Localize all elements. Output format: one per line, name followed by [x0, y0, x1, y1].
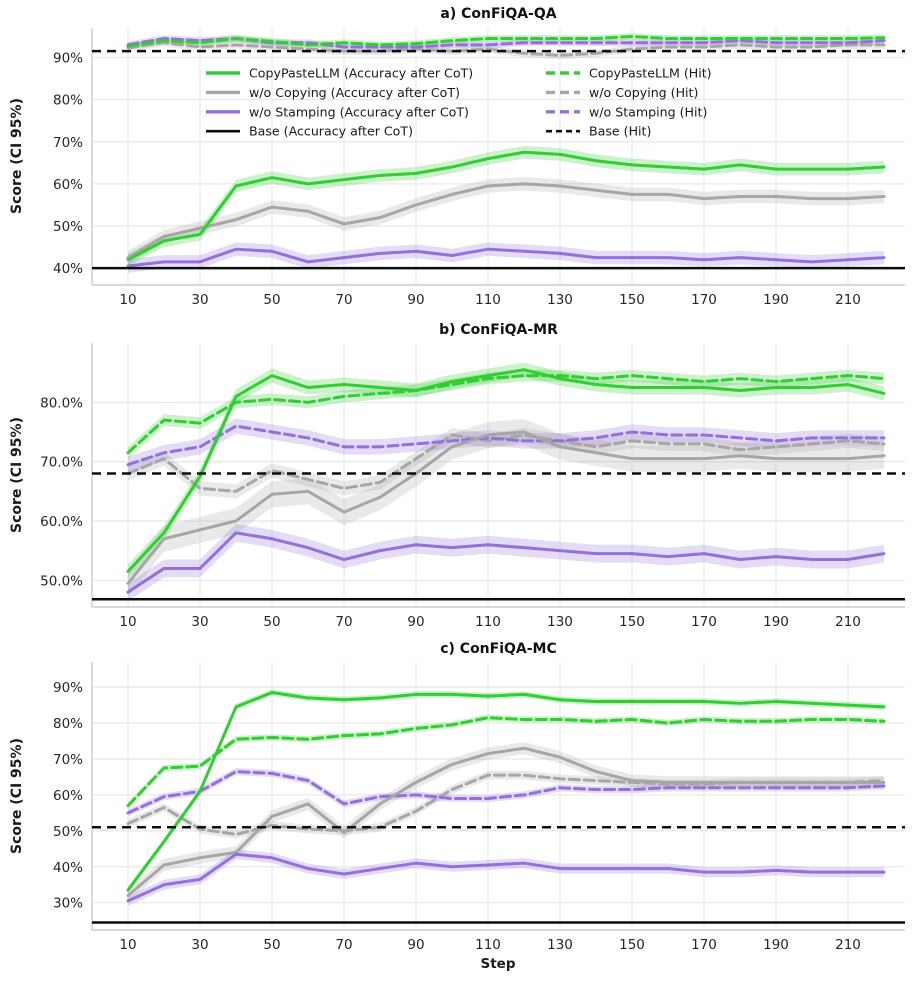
x-tick-label: 130	[547, 292, 573, 308]
ci-band-wo-stamping-acc	[128, 524, 884, 601]
legend-item	[206, 104, 469, 119]
subplot-confiqa-mc	[53, 641, 905, 953]
x-tick-label: 30	[191, 937, 209, 953]
y-tick-label: 50%	[52, 823, 83, 840]
x-tick-label: 150	[619, 292, 645, 308]
y-axis-label-mr: Score (CI 95%)	[9, 417, 25, 533]
ci-band-wo-stamping-acc	[128, 849, 884, 906]
x-axis-label: Step	[480, 956, 516, 972]
legend-item	[546, 124, 651, 139]
x-tick-label: 50	[263, 614, 281, 630]
x-tick-label: 130	[547, 937, 573, 953]
y-tick-label: 70%	[52, 751, 83, 768]
x-tick-label: 30	[191, 292, 209, 308]
y-tick-label: 60.0%	[40, 513, 83, 530]
y-tick-label: 60%	[52, 787, 83, 804]
y-tick-label: 80%	[52, 716, 83, 733]
y-tick-label: 80%	[52, 92, 83, 109]
subplot-confiqa-mr	[40, 322, 905, 630]
y-tick-label: 60%	[52, 176, 83, 193]
x-tick-label: 90	[407, 614, 425, 630]
x-tick-label: 70	[335, 937, 353, 953]
x-tick-label: 150	[619, 937, 645, 953]
x-tick-label: 210	[835, 614, 861, 630]
x-tick-label: 190	[763, 937, 789, 953]
x-tick-label: 210	[835, 937, 861, 953]
x-tick-label: 70	[335, 292, 353, 308]
x-tick-label: 190	[763, 614, 789, 630]
y-axis-label-qa: Score (CI 95%)	[9, 98, 25, 214]
legend-label: w/o Copying (Hit)	[589, 84, 699, 100]
y-axis-label-mc: Score (CI 95%)	[9, 738, 25, 854]
series-copypastellm-hit	[128, 718, 884, 806]
legend-label: w/o Copying (Accuracy after CoT)	[249, 84, 460, 100]
legend-label: CopyPasteLLM (Accuracy after CoT)	[249, 65, 474, 81]
subplot-title: b) ConFiQA-MR	[439, 322, 558, 338]
y-tick-label: 30%	[52, 895, 83, 912]
x-tick-label: 30	[191, 614, 209, 630]
y-tick-label: 70%	[52, 134, 83, 151]
legend	[206, 66, 712, 139]
x-tick-label: 150	[619, 614, 645, 630]
legend-item	[546, 104, 707, 119]
ci-band-wo-copying-acc	[128, 419, 884, 596]
x-tick-label: 110	[475, 937, 501, 953]
x-tick-label: 130	[547, 614, 573, 630]
y-tick-label: 80.0%	[40, 395, 83, 412]
x-tick-label: 90	[407, 292, 425, 308]
x-tick-label: 190	[763, 292, 789, 308]
x-tick-label: 10	[119, 614, 137, 630]
y-tick-label: 40%	[52, 261, 83, 278]
subplot-title: c) ConFiQA-MC	[440, 641, 557, 657]
legend-item	[206, 85, 460, 100]
legend-label: Base (Accuracy after CoT)	[249, 123, 413, 139]
subplot-confiqa-qa	[53, 6, 905, 308]
x-tick-label: 170	[691, 614, 717, 630]
x-tick-label: 110	[475, 292, 501, 308]
x-tick-label: 10	[119, 292, 137, 308]
x-tick-label: 10	[119, 937, 137, 953]
x-tick-label: 50	[263, 937, 281, 953]
x-tick-label: 70	[335, 614, 353, 630]
x-tick-label: 170	[691, 937, 717, 953]
y-tick-label: 40%	[52, 859, 83, 876]
legend-item	[546, 85, 698, 100]
x-tick-label: 90	[407, 937, 425, 953]
x-tick-label: 50	[263, 292, 281, 308]
y-tick-label: 50%	[52, 219, 83, 236]
y-tick-label: 90%	[52, 680, 83, 697]
y-tick-label: 90%	[52, 50, 83, 67]
legend-label: w/o Stamping (Hit)	[589, 104, 708, 120]
x-tick-label: 170	[691, 292, 717, 308]
legend-label: CopyPasteLLM (Hit)	[589, 65, 712, 81]
y-tick-label: 50.0%	[40, 573, 83, 590]
x-tick-label: 110	[475, 614, 501, 630]
x-tick-label: 210	[835, 292, 861, 308]
legend-item	[206, 66, 473, 81]
legend-item	[546, 66, 712, 81]
y-tick-label: 70.0%	[40, 454, 83, 471]
legend-label: Base (Hit)	[589, 123, 652, 139]
subplot-title: a) ConFiQA-QA	[440, 6, 557, 22]
ci-band-wo-copying-acc	[128, 742, 884, 902]
legend-label: w/o Stamping (Accuracy after CoT)	[249, 104, 469, 120]
legend-item	[206, 124, 413, 139]
